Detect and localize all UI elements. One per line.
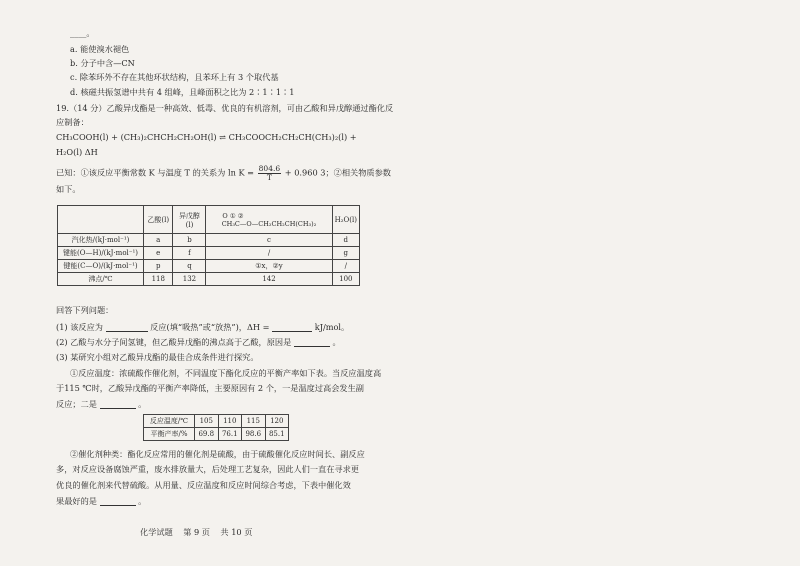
- part-3-1-line2: 于115 ℃时，乙酸异戊酯的平衡产率降低，主要原因有 2 个，一是温度过高会发生副: [56, 383, 364, 393]
- part-3-2-text-b: 。: [138, 496, 147, 506]
- cell: e: [144, 247, 173, 260]
- cell: 76.1: [218, 428, 242, 441]
- cell: g: [332, 247, 359, 260]
- cell: b: [173, 234, 206, 247]
- q19-intro-line1: 19.（14 分）乙酸异戊酯是一种高效、低毒、优良的有机溶剂，可由乙酸和异戊醇通过酯化反: [56, 103, 394, 113]
- cell: 120: [265, 415, 289, 428]
- option-b: b. 分子中含—CN: [70, 58, 135, 68]
- cell: 98.6: [242, 428, 266, 441]
- row-label: 键能(C—O)/(kJ·mol⁻¹): [58, 260, 144, 273]
- option-d: d. 核磁共振氢谱中共有 4 组峰，且峰面积之比为 2∶1∶1∶1: [70, 87, 295, 97]
- cell: p: [144, 260, 173, 273]
- cell: 85.1: [265, 428, 289, 441]
- part-1-text-c: kJ/mol。: [314, 322, 350, 332]
- fraction-numerator: 804.6: [258, 164, 281, 173]
- known-pre: 已知：①该反应平衡常数 K 与温度 T 的关系为 ln K =: [56, 167, 255, 178]
- option-c: c. 除苯环外不存在其他环状结构，且苯环上有 3 个取代基: [70, 72, 279, 82]
- part-3-1-text-b: 。: [138, 399, 147, 409]
- cell: f: [173, 247, 206, 260]
- known-condition-2: 如下。: [56, 184, 81, 194]
- part-3-1-line3: [56, 399, 146, 409]
- part-2-text-b: 。: [332, 337, 341, 347]
- answer-intro: 回答下列问题：: [56, 305, 114, 315]
- temperature-yield-table: [143, 414, 289, 441]
- parameters-table: [57, 205, 360, 286]
- equation-line2: H₂O(l) ΔH: [56, 147, 98, 157]
- header-acetic-acid: 乙酸(l): [144, 206, 173, 234]
- cell: d: [332, 234, 359, 247]
- cell: /: [206, 247, 332, 260]
- answer-blank[interactable]: [272, 323, 312, 332]
- cell: 69.8: [195, 428, 219, 441]
- part-3-2-text-a: 果最好的是: [56, 496, 97, 506]
- part-2: [56, 337, 341, 347]
- part-3-2-line4: [56, 496, 146, 506]
- row-label: 平衡产率/%: [144, 428, 195, 441]
- cell: 118: [144, 273, 173, 286]
- answer-blank[interactable]: [106, 323, 148, 332]
- header-empty: [58, 206, 144, 234]
- blank-line: ____。: [70, 28, 95, 38]
- cell: 132: [173, 273, 206, 286]
- row-label: 反应温度/℃: [144, 415, 195, 428]
- cell: q: [173, 260, 206, 273]
- lnk-fraction: [258, 165, 281, 182]
- equation-line1: CH₃COOH(l) + (CH₃)₂CHCH₂CH₂OH(l) ⇌ CH₃COOCH₂CH₂CH(CH₃)₂(l) +: [56, 132, 357, 142]
- footer-page: 第 9 页: [183, 527, 210, 537]
- row-label: 沸点/℃: [58, 273, 144, 286]
- known-condition: [56, 165, 391, 182]
- cell: a: [144, 234, 173, 247]
- part-2-text-a: (2) 乙酸与水分子间氢键，但乙酸异戊酯的沸点高于乙酸，原因是: [56, 337, 292, 347]
- footer-total: 共 10 页: [220, 527, 253, 537]
- answer-blank[interactable]: [100, 497, 136, 506]
- cell: 115: [242, 415, 266, 428]
- part-3-2-line2: 多，对反应设备腐蚀严重，废水排放量大，后处理工艺复杂，因此人们一直在寻求更: [56, 464, 359, 474]
- answer-blank[interactable]: [294, 338, 330, 347]
- cell: c: [206, 234, 332, 247]
- header-water: H₂O(l): [332, 206, 359, 234]
- cell: 142: [206, 273, 332, 286]
- cell: ①x，②y: [206, 260, 332, 273]
- page-footer: [140, 527, 252, 538]
- cell: 100: [332, 273, 359, 286]
- part-3-1-text-a: 反应；二是: [56, 399, 97, 409]
- fraction-denominator: T: [266, 173, 272, 182]
- footer-subject: 化学试题: [140, 527, 173, 537]
- header-ester: [206, 206, 332, 234]
- part-3-2-line3: 优良的催化剂来代替硫酸。从用量、反应温度和反应时间综合考虑，下表中催化效: [56, 480, 351, 490]
- q19-intro-line2: 应制备：: [56, 117, 89, 127]
- row-label: 键能(O—H)/(kJ·mol⁻¹): [58, 247, 144, 260]
- part-1: [56, 322, 349, 332]
- header-isoamyl-alcohol: 异戊醇(l): [173, 206, 206, 234]
- part-1-text-a: (1) 该反应为: [56, 322, 103, 332]
- part-3-1-line1: ①反应温度：浓硫酸作催化剂，不同温度下酯化反应的平衡产率如下表。当反应温度高: [70, 368, 382, 378]
- part-3: (3) 某研究小组对乙酸异戊酯的最佳合成条件进行探究。: [56, 352, 259, 362]
- cell: /: [332, 260, 359, 273]
- known-post: + 0.960 3；②相关物质参数: [284, 167, 391, 178]
- part-1-text-b: 反应(填“吸热”或“放热”)，ΔH =: [150, 322, 270, 332]
- row-label: 汽化热/(kJ·mol⁻¹): [58, 234, 144, 247]
- ester-formula: CH₃C—O—CH₂CH₂CH(CH₃)₂: [221, 219, 317, 228]
- option-a: a. 能使溴水褪色: [70, 44, 130, 54]
- cell: 110: [218, 415, 242, 428]
- cell: 105: [195, 415, 219, 428]
- answer-blank[interactable]: [100, 400, 136, 409]
- part-3-2-line1: ②催化剂种类：酯化反应常用的催化剂是硫酸，由于硫酸催化反应时间长、副反应: [70, 449, 365, 459]
- ester-bond-marks: O ① ②: [222, 211, 244, 220]
